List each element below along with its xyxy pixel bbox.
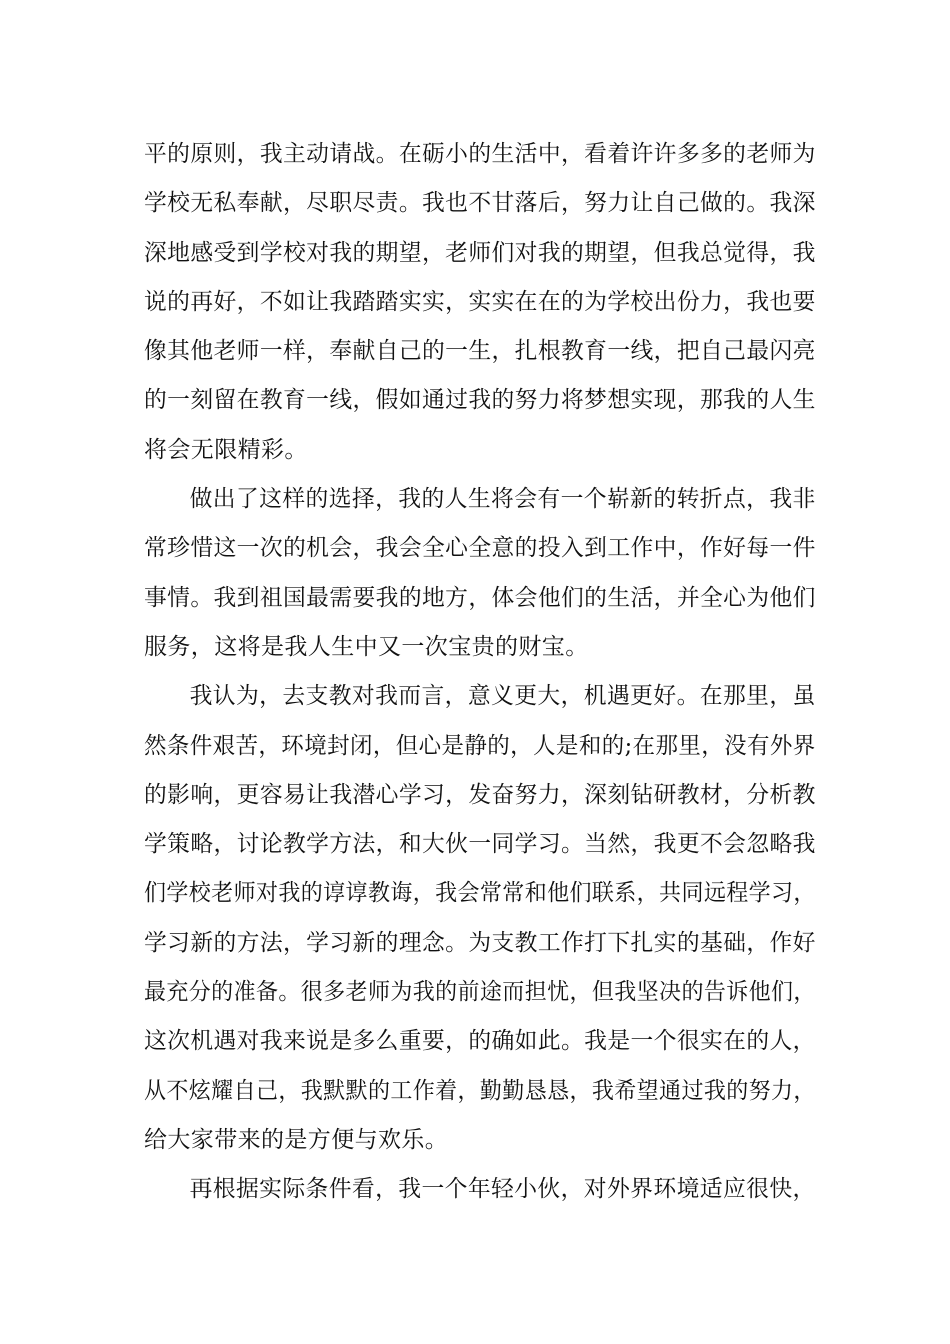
text-line: 事情。我到祖国最需要我的地方，体会他们的生活，并全心为他们 (144, 584, 816, 611)
text-line: 们学校老师对我的谆谆教诲，我会常常和他们联系，共同远程学习， (144, 880, 816, 907)
paragraph (144, 1165, 816, 1214)
text-line: 然条件艰苦，环境封闭，但心是静的，人是和的;在那里，没有外界 (144, 732, 816, 759)
paragraph (144, 672, 816, 1165)
text-line: 我认为，去支教对我而言，意义更大，机遇更好。在那里，虽 (189, 683, 816, 710)
text-line: 的影响，更容易让我潜心学习，发奋努力，深刻钻研教材，分析教 (144, 781, 816, 808)
text-line: 学校无私奉献，尽职尽责。我也不甘落后，努力让自己做的。我深 (144, 190, 816, 217)
text-line: 从不炫耀自己，我默默的工作着，勤勤恳恳，我希望通过我的努力， (144, 1077, 816, 1104)
text-line: 平的原则，我主动请战。在砺小的生活中，看着许许多多的老师为 (144, 141, 816, 167)
paragraph (144, 475, 816, 672)
paragraph (144, 130, 816, 475)
text-line: 的一刻留在教育一线，假如通过我的努力将梦想实现，那我的人生 (144, 387, 816, 414)
text-line: 服务，这将是我人生中又一次宝贵的财宝。 (144, 633, 589, 660)
text-line: 将会无限精彩。 (144, 436, 308, 463)
text-line: 深地感受到学校对我的期望，老师们对我的期望，但我总觉得，我 (144, 239, 816, 266)
body-text (144, 130, 816, 1215)
text-line: 再根据实际条件看，我一个年轻小伙，对外界环境适应很快， (189, 1176, 816, 1203)
text-line: 最充分的准备。很多老师为我的前途而担忧，但我坚决的告诉他们， (144, 979, 816, 1006)
text-line: 给大家带来的是方便与欢乐。 (144, 1126, 449, 1153)
text-line: 做出了这样的选择，我的人生将会有一个崭新的转折点，我非 (189, 486, 816, 513)
text-line: 说的再好，不如让我踏踏实实，实实在在的为学校出份力，我也要 (144, 288, 816, 315)
text-line: 常珍惜这一次的机会，我会全心全意的投入到工作中，作好每一件 (144, 535, 816, 562)
text-line: 学策略，讨论教学方法，和大伙一同学习。当然，我更不会忽略我 (144, 831, 816, 858)
text-line: 学习新的方法，学习新的理念。为支教工作打下扎实的基础，作好 (144, 929, 816, 956)
text-line: 像其他老师一样，奉献自己的一生，扎根教育一线，把自己最闪亮 (144, 338, 816, 365)
text-line: 这次机遇对我来说是多么重要，的确如此。我是一个很实在的人， (144, 1028, 816, 1055)
